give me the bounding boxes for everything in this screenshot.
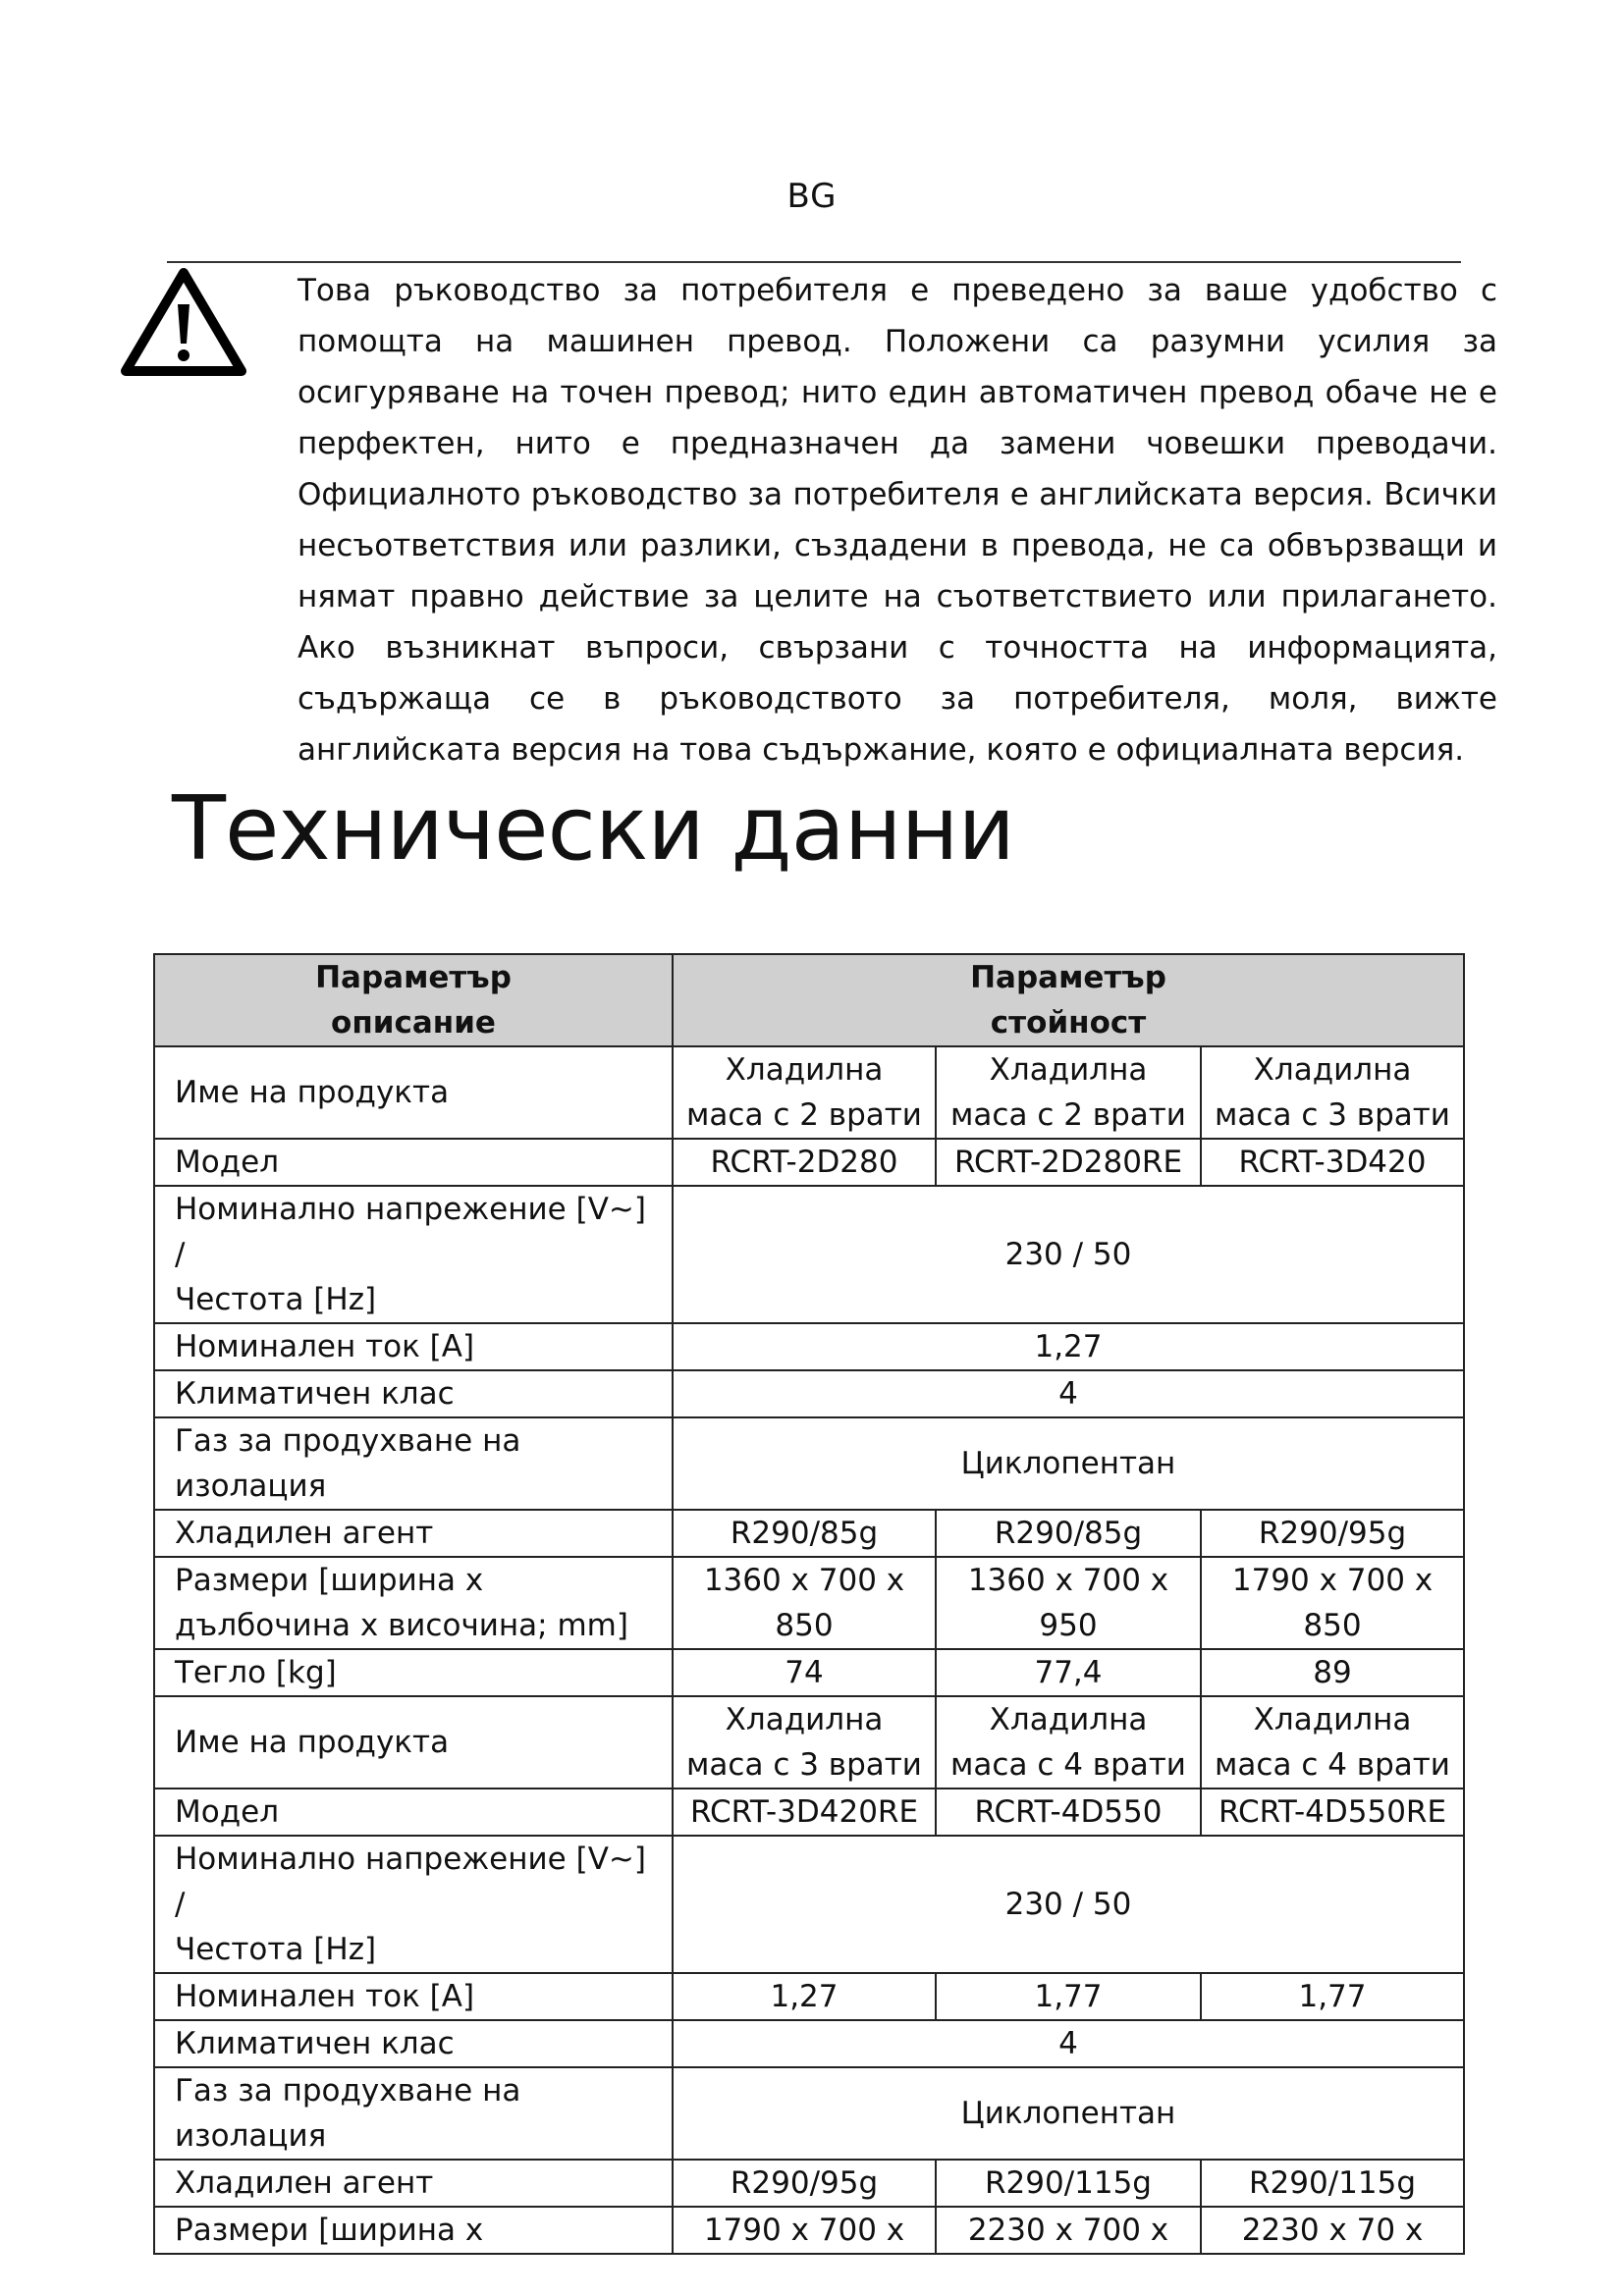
value-cell: R290/115g: [1201, 2160, 1464, 2207]
value-cell: 77,4: [936, 1649, 1201, 1696]
value-cell: 1,27: [673, 1323, 1464, 1370]
value-cell: Хладилна маса с 3 врати: [673, 1696, 936, 1789]
table-row: [154, 2067, 1464, 2160]
table-row: [154, 1417, 1464, 1510]
value-cell: 1790 x 700 x: [673, 2207, 936, 2254]
value-cell: 1,27: [673, 1973, 936, 2020]
value-cell: RCRT-4D550RE: [1201, 1789, 1464, 1836]
value-cell: 74: [673, 1649, 936, 1696]
table-row: [154, 1696, 1464, 1789]
parameter-cell: Размери [ширина x дълбочина x височина; mm]: [154, 1557, 673, 1649]
value-cell: 4: [673, 1370, 1464, 1417]
table-row: [154, 1973, 1464, 2020]
value-cell: Циклопентан: [673, 1417, 1464, 1510]
table-row: [154, 2160, 1464, 2207]
value-cell: 1790 x 700 x 850: [1201, 1557, 1464, 1649]
parameter-cell: Номинално напрежение [V~] / Честота [Hz]: [154, 1186, 673, 1323]
value-cell: R290/115g: [936, 2160, 1201, 2207]
parameter-cell: Модел: [154, 1789, 673, 1836]
parameter-cell: Размери [ширина x: [154, 2207, 673, 2254]
parameter-cell: Тегло [kg]: [154, 1649, 673, 1696]
value-cell: Хладилна маса с 4 врати: [1201, 1696, 1464, 1789]
value-cell: 230 / 50: [673, 1186, 1464, 1323]
parameter-cell: Номинален ток [A]: [154, 1323, 673, 1370]
value-cell: 89: [1201, 1649, 1464, 1696]
value-cell: 1,77: [936, 1973, 1201, 2020]
value-cell: 2230 x 700 x: [936, 2207, 1201, 2254]
header-divider: [167, 261, 1461, 263]
table-row: [154, 1649, 1464, 1696]
technical-data-table: [153, 953, 1465, 2255]
value-cell: 2230 x 70 x: [1201, 2207, 1464, 2254]
table-row: [154, 2020, 1464, 2067]
parameter-cell: Хладилен агент: [154, 1510, 673, 1557]
table-row: [154, 1836, 1464, 1973]
value-cell: R290/95g: [673, 2160, 936, 2207]
value-cell: 1360 x 700 x 950: [936, 1557, 1201, 1649]
parameter-cell: Хладилен агент: [154, 2160, 673, 2207]
table-row: [154, 1789, 1464, 1836]
value-cell: R290/85g: [936, 1510, 1201, 1557]
language-code: BG: [786, 177, 838, 216]
value-cell: RCRT-4D550: [936, 1789, 1201, 1836]
value-cell: Хладилна маса с 2 врати: [936, 1046, 1201, 1139]
table-row: [154, 1046, 1464, 1139]
parameter-cell: Име на продукта: [154, 1046, 673, 1139]
value-cell: Хладилна маса с 3 врати: [1201, 1046, 1464, 1139]
table-row: [154, 1370, 1464, 1417]
table-row: [154, 1186, 1464, 1323]
table-row: [154, 1323, 1464, 1370]
parameter-cell: Номинален ток [A]: [154, 1973, 673, 2020]
column-header-parameter: Параметър описание: [154, 954, 673, 1046]
parameter-cell: Климатичен клас: [154, 1370, 673, 1417]
machine-translation-disclaimer: Това ръководство за потребителя е преведено за ваше удобство с помощта на машинен превод. Положени са разумни усилия за осигуряване на точен превод; нито един автоматичен превод обаче не е перфектен, нито е предназначен да замени човешки преводачи. Официалното ръководство за потребителя е английската версия. Всички несъответствия или разлики, създадени в превода, не са обвързващи и нямат правно действие за целите на съответствието или прилагането. Ако възникнат въпроси, свързани с точността на информацията, съдържаща се в ръководството за потребителя, моля, вижте английската версия на това съдържание, която е официалната версия.: [298, 273, 1497, 768]
value-cell: R290/85g: [673, 1510, 936, 1557]
table-row: [154, 1139, 1464, 1186]
value-cell: Циклопентан: [673, 2067, 1464, 2160]
parameter-cell: Газ за продухване на изолация: [154, 1417, 673, 1510]
value-cell: Хладилна маса с 2 врати: [673, 1046, 936, 1139]
value-cell: RCRT-2D280: [673, 1139, 936, 1186]
table-row: [154, 2207, 1464, 2254]
parameter-cell: Модел: [154, 1139, 673, 1186]
parameter-cell: Газ за продухване на изолация: [154, 2067, 673, 2160]
value-cell: RCRT-2D280RE: [936, 1139, 1201, 1186]
value-cell: RCRT-3D420: [1201, 1139, 1464, 1186]
warning-triangle-icon: [120, 267, 247, 377]
parameter-cell: Климатичен клас: [154, 2020, 673, 2067]
table-header-row: [154, 954, 1464, 1046]
value-cell: 1360 x 700 x 850: [673, 1557, 936, 1649]
value-cell: 1,77: [1201, 1973, 1464, 2020]
parameter-cell: Номинално напрежение [V~] / Честота [Hz]: [154, 1836, 673, 1973]
value-cell: RCRT-3D420RE: [673, 1789, 936, 1836]
table-row: [154, 1557, 1464, 1649]
value-cell: R290/95g: [1201, 1510, 1464, 1557]
page-title: Технически данни: [172, 777, 1014, 881]
column-header-value: Параметър стойност: [673, 954, 1464, 1046]
table-row: [154, 1510, 1464, 1557]
value-cell: 4: [673, 2020, 1464, 2067]
value-cell: Хладилна маса с 4 врати: [936, 1696, 1201, 1789]
value-cell: 230 / 50: [673, 1836, 1464, 1973]
parameter-cell: Име на продукта: [154, 1696, 673, 1789]
